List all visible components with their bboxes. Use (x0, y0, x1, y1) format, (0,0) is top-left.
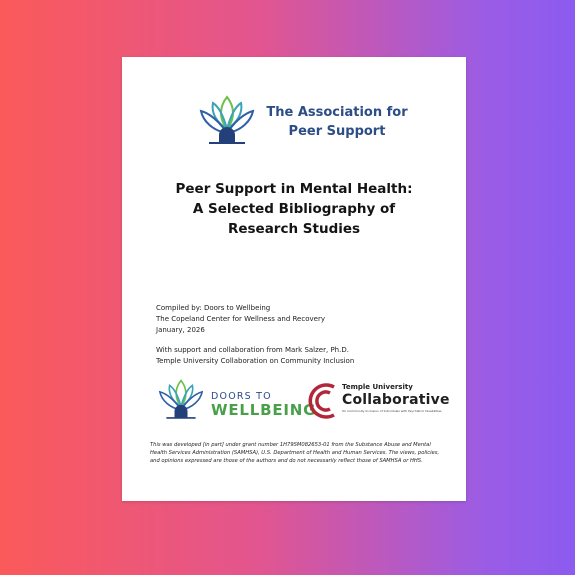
dtw-line2: WELLBEING (211, 401, 317, 419)
org-name (262, 103, 412, 141)
center-name: The Copeland Center for Wellness and Recovery (156, 315, 325, 323)
support-line: With support and collaboration from Mark Salzer, Ph.D. (156, 346, 349, 354)
org-name-line2: Peer Support (288, 124, 386, 139)
title-line2: A Selected Bibliography of (192, 201, 396, 217)
temple-collaborative-logo (304, 379, 454, 425)
tuc-line1: Temple University (342, 383, 413, 391)
header-logo (195, 93, 408, 149)
dtw-line1: DOORS TO (211, 391, 272, 402)
collab-line: Temple University Collaboration on Community Inclusion (156, 357, 355, 365)
document-title (122, 179, 466, 239)
date: January, 2026 (156, 326, 205, 334)
title-line1: Peer Support in Mental Health: (175, 181, 413, 197)
title-line3: Research Studies (227, 221, 361, 237)
tuc-line2: Collaborative (342, 392, 450, 408)
document-page (122, 57, 466, 501)
partner-logos (122, 377, 466, 427)
lotus-door-icon (195, 93, 259, 149)
grant-disclaimer: This was developed [in part] under grant number 1H79SM082653-01 from the Substance Abuse and Mental Health Services Administration (SAMHSA), U.S. Department of Health and Human Services. The views, policies, and opinions expressed are those of the authors and do not necessarily reflect those of SAMHSA or HHS. (150, 442, 440, 464)
org-name-line1: The Association for (266, 105, 408, 120)
compiled-by: Compiled by: Doors to Wellbeing (156, 304, 271, 312)
credits-block (156, 303, 446, 367)
lotus-door-icon (155, 377, 207, 423)
double-c-icon (304, 379, 340, 423)
doors-to-wellbeing-logo (155, 377, 317, 425)
tuc-tagline: On Community Inclusion of Individuals with Psychiatric Disabilities (342, 409, 442, 413)
